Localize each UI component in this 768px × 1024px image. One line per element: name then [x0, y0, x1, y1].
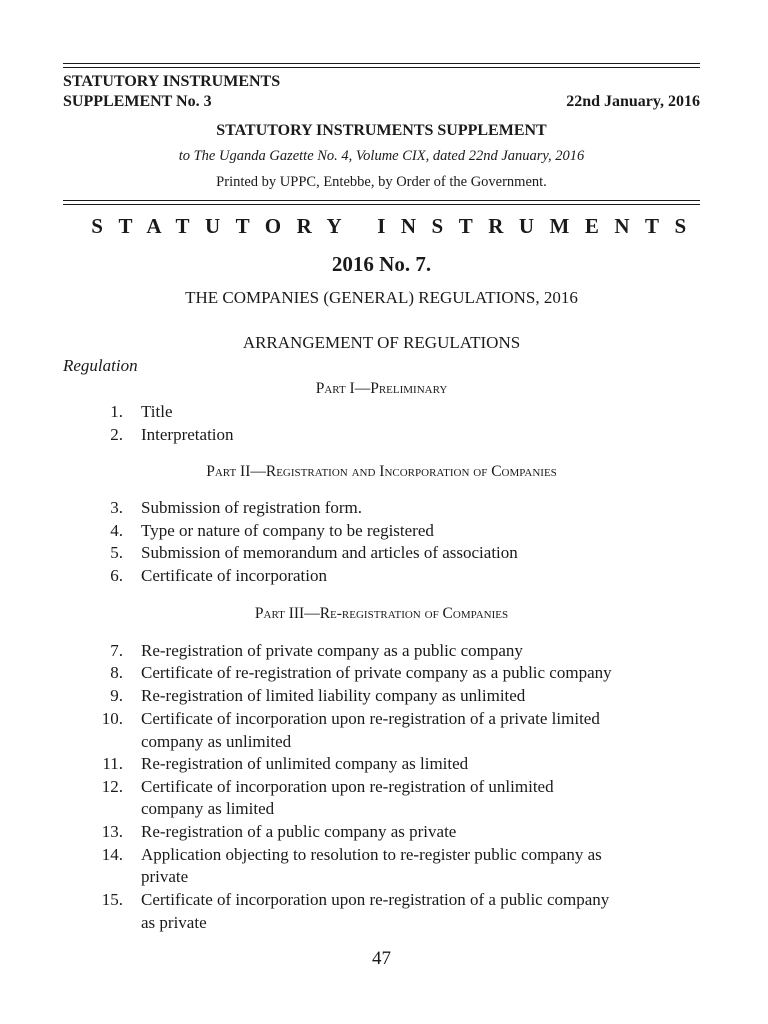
item-text — [141, 708, 700, 731]
banner-title: STATUTORY INSTRUMENTS — [91, 214, 702, 238]
printer-line: Printed by UPPC, Entebbe, by Order of the Government. — [216, 174, 547, 190]
supplement-title: STATUTORY INSTRUMENTS SUPPLEMENT — [216, 122, 547, 139]
item-text: Title — [141, 402, 173, 421]
item-text-line: Certificate of incorporation upon re-registration of unlimited — [141, 777, 554, 796]
regulations-title: THE COMPANIES (GENERAL) REGULATIONS, 2016 — [185, 288, 578, 307]
item-text: Interpretation — [141, 425, 234, 444]
item-text — [141, 844, 700, 867]
item-text: Re-registration of a public company as private — [141, 822, 457, 841]
item-text: Certificate of re-registration of private company as a public company — [141, 663, 612, 682]
item-text: Type or nature of company to be registered — [141, 521, 434, 540]
item-text-line: Certificate of incorporation upon re-registration of a public company — [141, 890, 610, 909]
top-rule — [63, 63, 700, 64]
item-text: Submission of memorandum and articles of association — [141, 543, 518, 562]
item-text — [141, 776, 700, 799]
regulation-label: Regulation — [63, 356, 138, 375]
item-number: 1. — [110, 402, 123, 421]
item-number: 6. — [110, 566, 123, 585]
header-date: 22nd January, 2016 — [566, 93, 700, 110]
item-text: Certificate of incorporation — [141, 566, 327, 585]
header-rule — [63, 200, 700, 201]
item-text: Submission of registration form. — [141, 498, 362, 517]
item-text-line: company as limited — [141, 799, 275, 818]
item-number: 12. — [101, 777, 123, 796]
item-text-line: Certificate of incorporation upon re-registration of a private limited — [141, 709, 600, 728]
part-3-title: Part III—Re-registration of Companies — [254, 605, 509, 622]
arrangement-heading: ARRANGEMENT OF REGULATIONS — [242, 333, 521, 352]
item-number: 13. — [101, 822, 123, 841]
item-text-line: company as unlimited — [141, 732, 292, 751]
item-number: 3. — [110, 498, 123, 517]
item-number: 8. — [110, 663, 123, 682]
item-number: 2. — [110, 425, 123, 444]
item-number: 5. — [110, 543, 123, 562]
item-text-line: as private — [141, 913, 207, 932]
instrument-number: 2016 No. 7. — [331, 252, 432, 276]
item-text-line: private — [141, 867, 189, 886]
item-number: 4. — [110, 521, 123, 540]
part-2-title: Part II—Registration and Incorporation of Companies — [206, 463, 557, 480]
page-number: 47 — [372, 948, 391, 969]
item-text-line: Application objecting to resolution to re-register public company as — [141, 845, 602, 864]
item-number: 14. — [101, 845, 123, 864]
item-number: 11. — [102, 754, 123, 773]
item-number: 15. — [101, 890, 123, 909]
item-text: Re-registration of private company as a public company — [141, 641, 523, 660]
top-rule-thin — [63, 67, 700, 68]
series-line-1: STATUTORY INSTRUMENTS — [63, 73, 281, 90]
part-1-title: Part I—Preliminary — [315, 380, 448, 397]
header-rule-thin — [63, 204, 700, 205]
item-number: 10. — [101, 709, 123, 728]
item-text — [141, 889, 700, 912]
gazette-reference: to The Uganda Gazette No. 4, Volume CIX, dated 22nd January, 2016 — [178, 148, 585, 164]
item-number: 9. — [110, 686, 123, 705]
item-number: 7. — [110, 641, 123, 660]
item-text: Re-registration of limited liability company as unlimited — [141, 686, 526, 705]
item-text: Re-registration of unlimited company as limited — [141, 754, 469, 773]
series-line-2: SUPPLEMENT No. 3 — [63, 93, 212, 110]
